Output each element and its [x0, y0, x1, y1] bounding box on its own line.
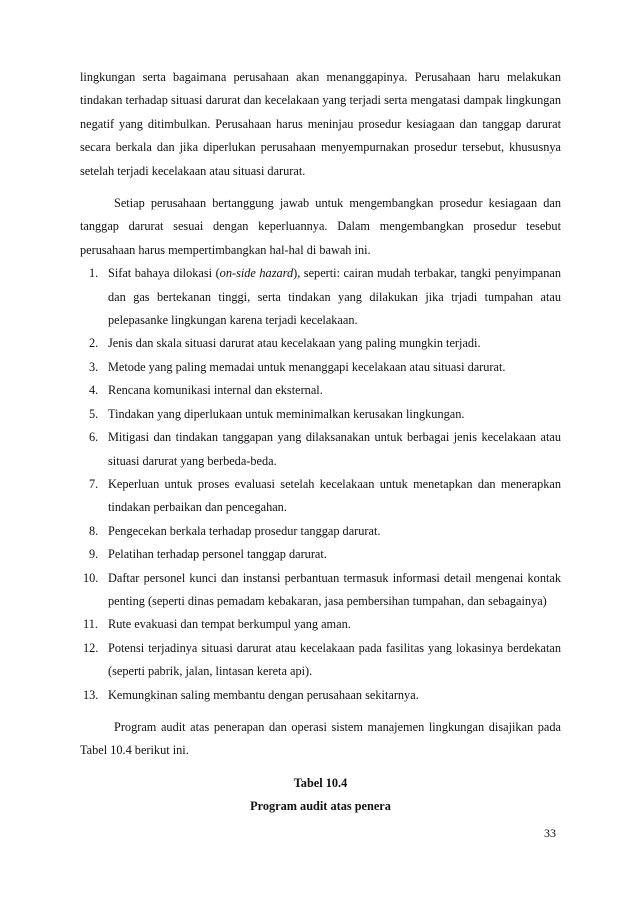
list-text: Jenis dan skala situasi darurat atau kecelakaan yang paling mungkin terjadi.: [108, 336, 481, 351]
list-item: [80, 379, 561, 402]
list-number: 12.: [83, 640, 99, 655]
list-text: Mitigasi dan tindakan tanggapan yang dilaksanakan untuk berbagai jenis kecelakaan atau situasi darurat yang berbeda-beda.: [108, 430, 561, 468]
list-number: 7.: [89, 476, 99, 491]
consideration-list: [80, 262, 561, 707]
list-text: Keperluan untuk proses evaluasi setelah kecelakaan untuk menetapkan dan menerapkan tindakan perbaikan dan pencegahan.: [108, 476, 561, 515]
list-item: [80, 262, 561, 332]
list-item: [80, 637, 561, 684]
list-item: [80, 613, 561, 636]
list-number: 11.: [83, 617, 98, 632]
list-number: 8.: [89, 523, 99, 538]
list-number: 1.: [89, 266, 99, 281]
table-caption-subtitle: Program audit atas penera: [250, 799, 391, 814]
list-number: 13.: [83, 687, 99, 702]
list-item: [80, 332, 561, 355]
list-item: [80, 520, 561, 543]
paragraph-intro: lingkungan serta bagaimana perusahaan akan menanggapinya. Perusahaan haru melakukan tindakan terhadap situasi darurat dan kecelakaan yang terjadi serta mengatasi dampak lingkungan negatif yang ditimbulkan. Perusahaan harus meninjau prosedur kesiagaan dan tanggap darurat secara berkala dan jika diperlukan perusahaan menyempurnakan prosedur tersebut, khususnya setelah terjadi kecelakaan atau situasi darurat.: [80, 70, 561, 178]
list-number: 4.: [89, 383, 99, 398]
list-text: Tindakan yang diperlukaan untuk meminimalkan kerusakan lingkungan.: [108, 406, 465, 421]
list-item: [80, 356, 561, 379]
list-text-after: ), seperti: cairan mudah terbakar, tangki penyimpanan dan gas bertekanan tinggi, serta tindakan yang dilakukan jika trjadi tumpahan atau pelepasanke lingkungan karena terjadi kecelakaan.: [108, 266, 561, 328]
list-text: Rencana komunikasi internal dan eksternal.: [108, 383, 323, 398]
list-text: Rute evakuasi dan tempat berkumpul yang aman.: [108, 617, 351, 632]
list-item: [80, 426, 561, 473]
list-item: [80, 473, 561, 520]
list-text: Potensi terjadinya situasi darurat atau kecelakaan pada fasilitas yang lokasinya berdekatan (seperti pabrik, jalan, lintasan kereta api).: [108, 640, 561, 679]
paragraph-procedure: Setiap perusahaan bertanggung jawab untuk mengembangkan prosedur kesiagaan dan tanggap darurat sesuai dengan keperluannya. Dalam mengembangkan prosedur tesebut perusahaan harus mempertimbangkan hal-hal di bawah ini.: [80, 196, 561, 257]
list-text: Pelatihan terhadap personel tanggap darurat.: [108, 547, 327, 562]
list-number: 6.: [89, 430, 99, 445]
paragraph-audit: Program audit atas penerapan dan operasi sistem manajemen lingkungan disajikan pada Tabel 10.4 berikut ini.: [80, 719, 561, 758]
list-text-before: Sifat bahaya dilokasi (: [108, 266, 220, 281]
table-caption-title: Tabel 10.4: [293, 775, 348, 790]
document-page: [80, 66, 561, 819]
list-number: 5.: [89, 406, 99, 421]
list-number: 3.: [89, 359, 99, 374]
list-text: Kemungkinan saling membantu dengan perusahaan sekitarnya.: [108, 687, 419, 702]
list-text-italic: on-side hazard: [219, 266, 294, 281]
list-item: [80, 403, 561, 426]
list-number: 10.: [83, 570, 99, 585]
list-number: 2.: [89, 336, 99, 351]
list-item: [80, 567, 561, 614]
list-text: Pengecekan berkala terhadap prosedur tanggap darurat.: [108, 523, 381, 538]
list-number: 9.: [89, 547, 99, 562]
page-number: 33: [544, 826, 556, 840]
list-text: Daftar personel kunci dan instansi perbantuan termasuk informasi detail mengenai kontak penting (seperti dinas pemadam kebakaran, jasa pembersihan tumpahan, dan sebagainya): [108, 570, 561, 608]
list-item: [80, 543, 561, 566]
list-item: [80, 684, 561, 707]
list-text: Metode yang paling memadai untuk menanggapi kecelakaan atau situasi darurat.: [108, 359, 506, 374]
